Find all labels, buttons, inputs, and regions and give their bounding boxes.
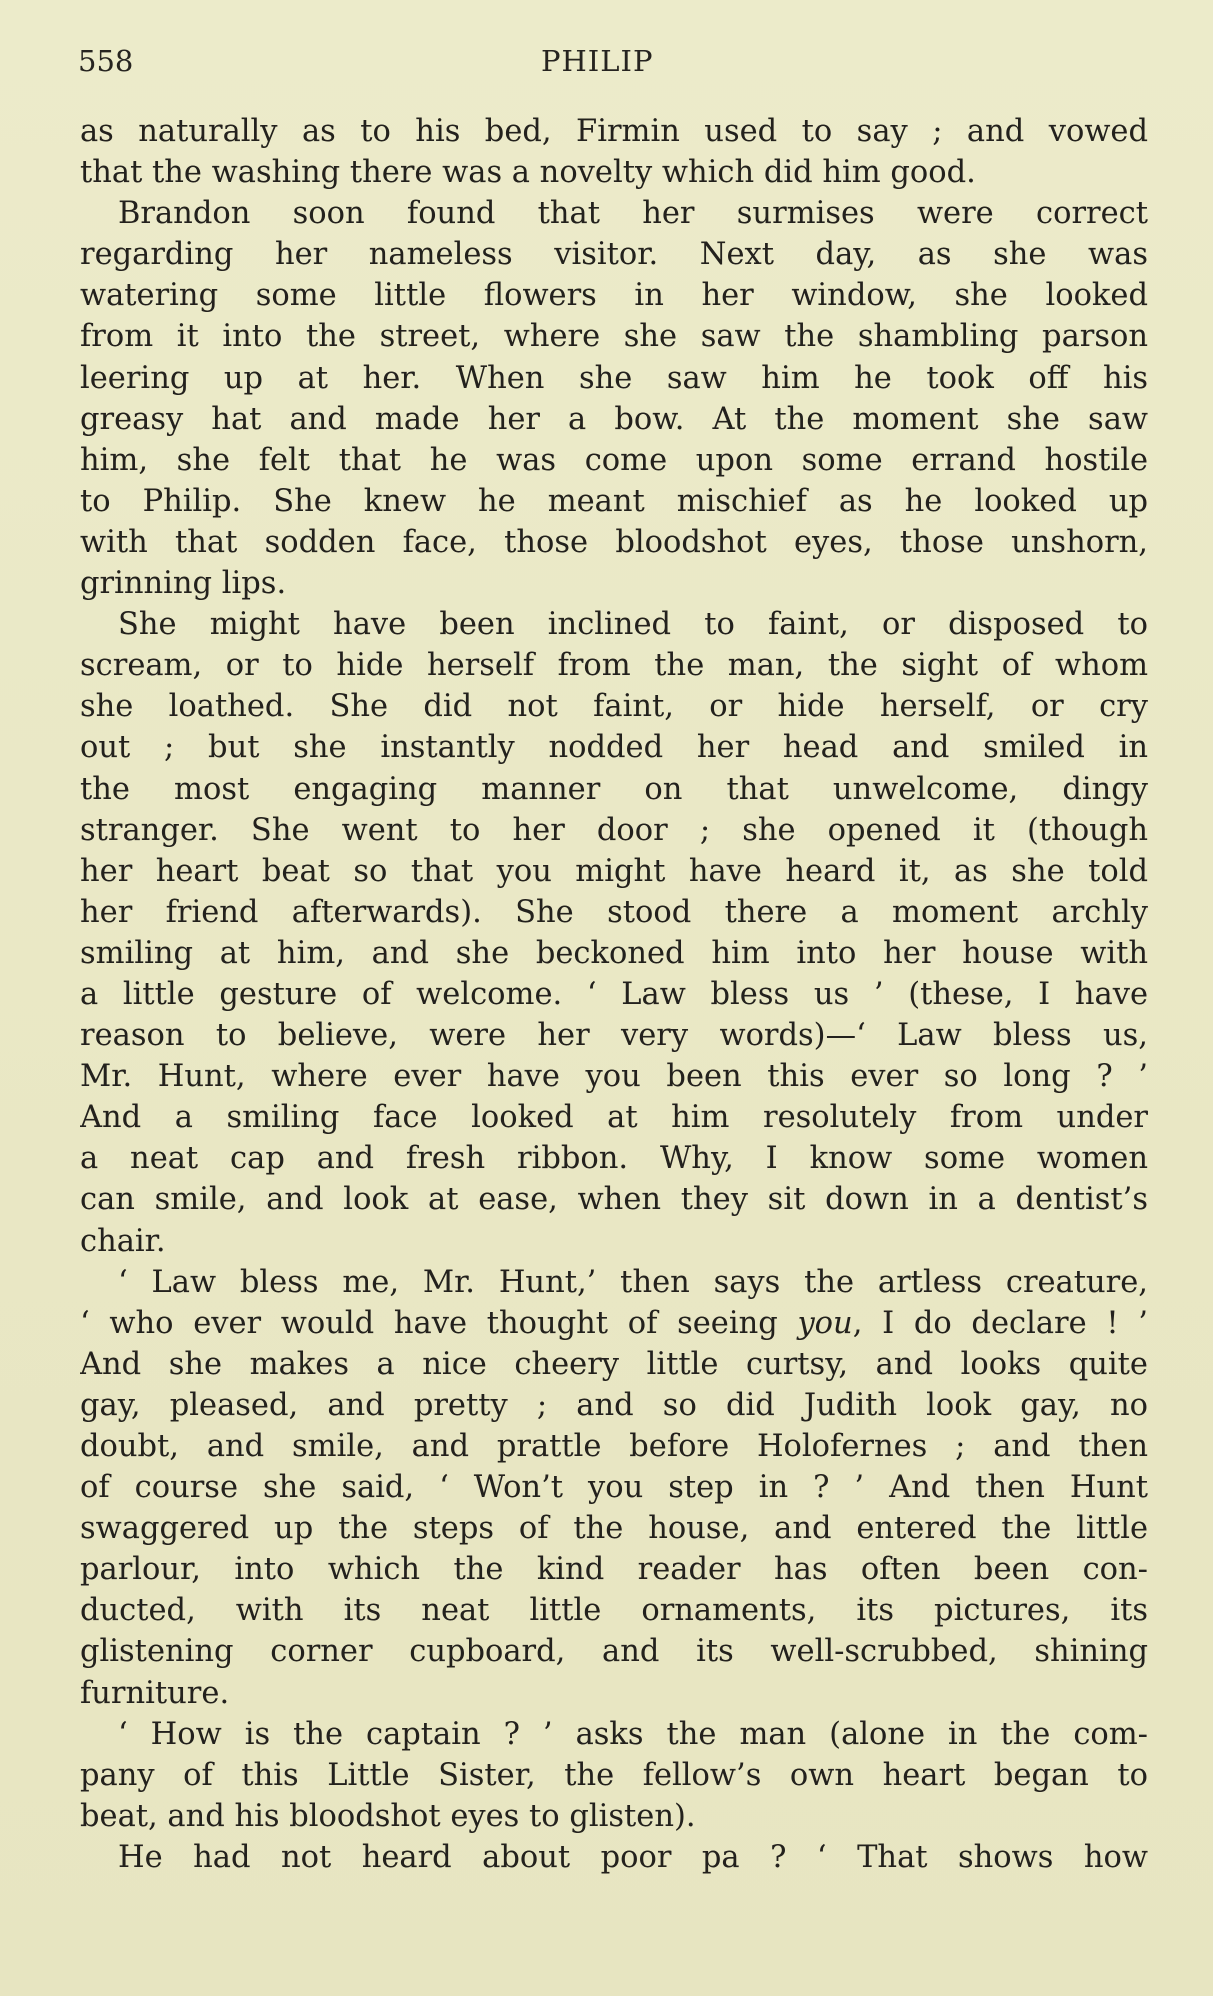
- text-line: to Philip. She knew he meant mischief as he looked up: [80, 483, 1148, 519]
- text-line: glistening corner cupboard, and its well-scrubbed, shining: [80, 1634, 1148, 1670]
- text-line: of course she said, ‘ Won’t you step in ? ’ And then Hunt: [80, 1470, 1148, 1506]
- text-line: regarding her nameless visitor. Next day, as she was: [80, 237, 1148, 273]
- text-line: a little gesture of welcome. ‘ Law bless us ’ (these, I have: [80, 976, 1148, 1012]
- text-line: grinning lips.: [80, 566, 287, 602]
- text-line: greasy hat and made her a bow. At the moment she saw: [80, 401, 1148, 437]
- running-title: PHILIP: [541, 44, 654, 78]
- text-line: ‘ who ever would have thought of seeing you, I do declare ! ’: [80, 1305, 1148, 1341]
- text-line: And a smiling face looked at him resolutely from under: [80, 1100, 1148, 1136]
- text-line: a neat cap and fresh ribbon. Why, I know some women: [80, 1141, 1148, 1177]
- text-line: out ; but she instantly nodded her head and smiled in: [80, 730, 1148, 766]
- text-line: leering up at her. When she saw him he took off his: [80, 360, 1148, 396]
- text-line: she loathed. She did not faint, or hide herself, or cry: [80, 689, 1148, 725]
- text-line: ‘ Law bless me, Mr. Hunt,’ then says the artless creature,: [118, 1264, 1148, 1300]
- text-line: as naturally as to his bed, Firmin used to say ; and vowed: [80, 114, 1148, 149]
- text-line: ‘ How is the captain ? ’ asks the man (alone in the com-: [118, 1716, 1148, 1752]
- text-line: beat, and his bloodshot eyes to glisten).: [80, 1798, 696, 1834]
- text-line: pany of this Little Sister, the fellow’s own heart began to: [80, 1757, 1148, 1793]
- text-line: her friend afterwards). She stood there a moment archly: [80, 894, 1148, 930]
- text-line: He had not heard about poor pa ? ‘ That shows how: [118, 1839, 1148, 1875]
- text-line: reason to believe, were her very words)—‘ Law bless us,: [80, 1018, 1148, 1054]
- text-line: watering some little flowers in her window, she looked: [80, 278, 1148, 314]
- page-header: [78, 44, 1148, 84]
- text-line: him, she felt that he was come upon some errand hostile: [80, 442, 1148, 478]
- text-line: gay, pleased, and pretty ; and so did Judith look gay, no: [80, 1387, 1148, 1423]
- body-text: [80, 111, 1148, 1878]
- text-line: that the washing there was a novelty which did him good.: [80, 155, 976, 191]
- text-line: stranger. She went to her door ; she opened it (though: [80, 812, 1148, 848]
- emphasis: you: [797, 1305, 853, 1341]
- text-line: chair.: [80, 1223, 166, 1259]
- text-line: with that sodden face, those bloodshot eyes, those unshorn,: [80, 524, 1148, 560]
- text-line: doubt, and smile, and prattle before Holofernes ; and then: [80, 1429, 1148, 1464]
- text-line: smiling at him, and she beckoned him into her house with: [80, 935, 1148, 971]
- text-line: scream, or to hide herself from the man, the sight of whom: [80, 648, 1148, 684]
- text-line: parlour, into which the kind reader has often been con-: [80, 1552, 1148, 1588]
- text-line: her heart beat so that you might have heard it, as she told: [80, 853, 1148, 889]
- text-line: Brandon soon found that her surmises were correct: [118, 196, 1148, 232]
- text-line: And she makes a nice cheery little curtsy, and looks quite: [80, 1346, 1148, 1382]
- page-number: 558: [78, 44, 134, 78]
- text-line: can smile, and look at ease, when they sit down in a dentist’s: [80, 1182, 1148, 1218]
- text-line: furniture.: [80, 1675, 230, 1711]
- text-line: She might have been inclined to faint, or disposed to: [118, 607, 1148, 643]
- text-line: from it into the street, where she saw the shambling parson: [80, 319, 1148, 355]
- text-line: the most engaging manner on that unwelcome, dingy: [80, 771, 1148, 807]
- text-line: ducted, with its neat little ornaments, its pictures, its: [80, 1593, 1148, 1629]
- text-line: swaggered up the steps of the house, and entered the little: [80, 1511, 1148, 1547]
- text-line: Mr. Hunt, where ever have you been this ever so long ? ’: [80, 1059, 1148, 1095]
